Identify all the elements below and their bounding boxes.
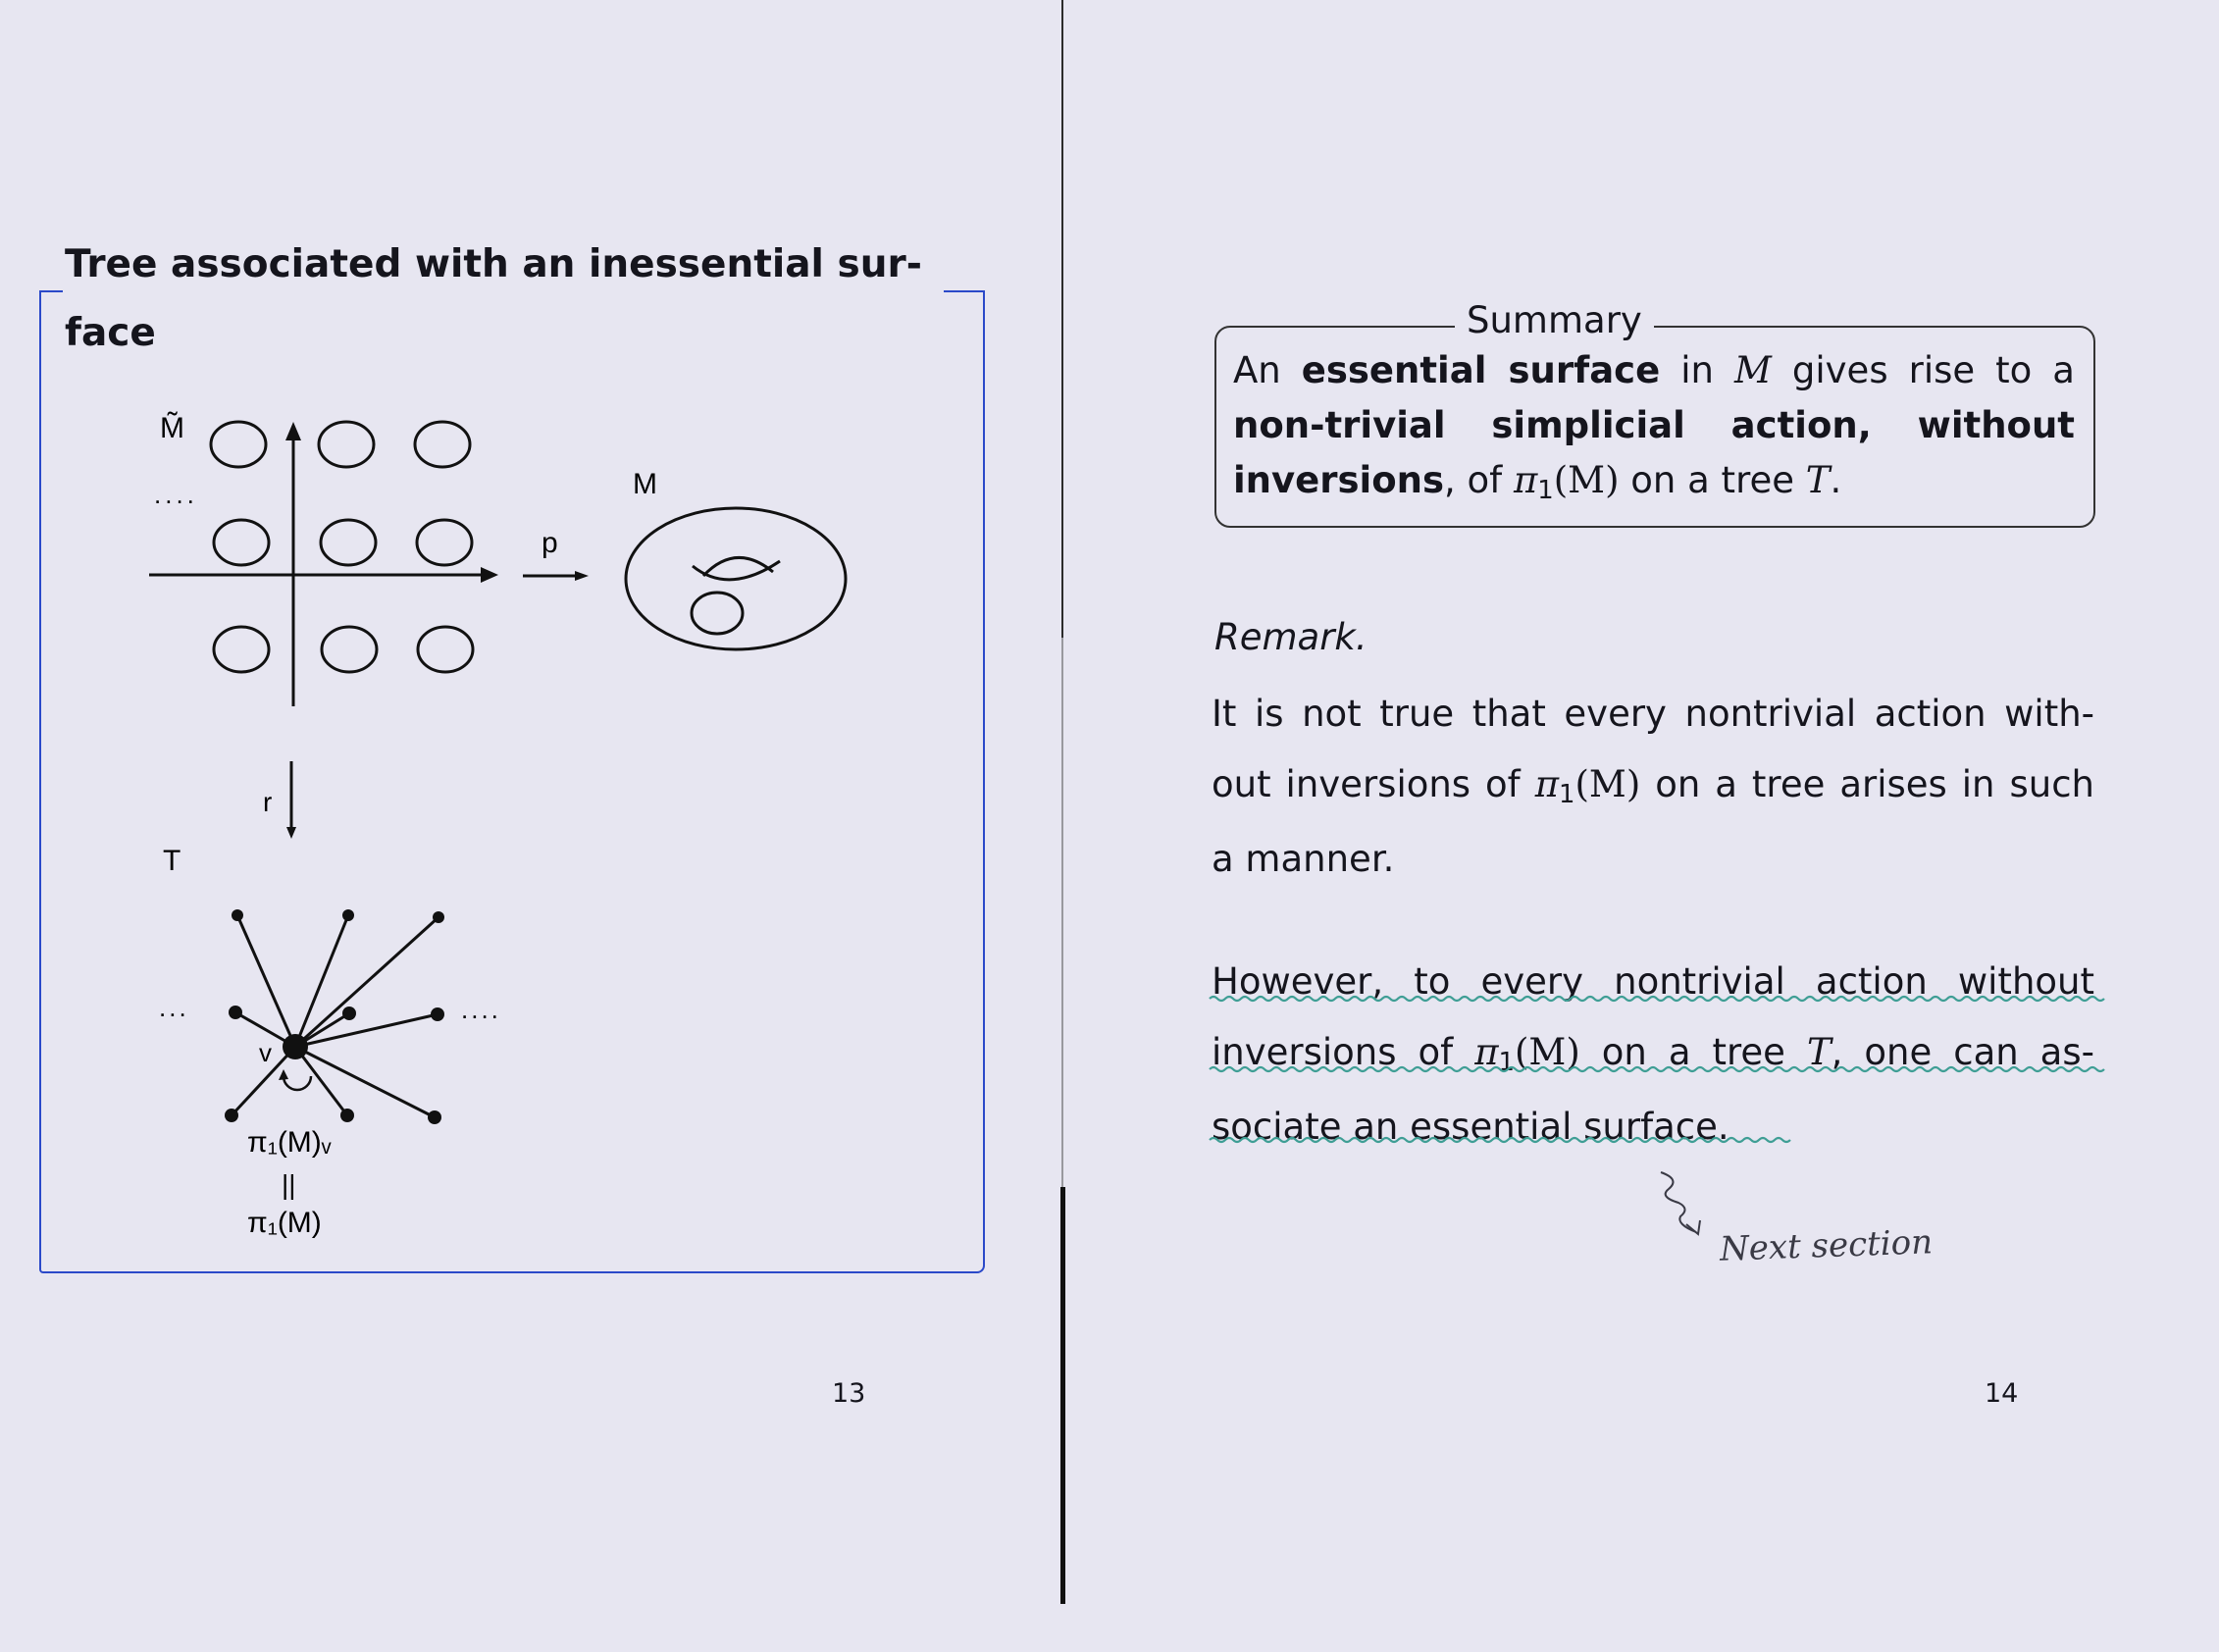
- label-dots-tree-left: ...: [159, 993, 189, 1022]
- p-arrowhead: [575, 571, 589, 581]
- lift-circle: [319, 422, 374, 467]
- lift-circle: [415, 422, 470, 467]
- label-equals: ||: [282, 1169, 296, 1200]
- label-dots-tree-right: ....: [461, 995, 501, 1024]
- summary-text: An essential surface in M gives rise to a non-trivial simplicial action, without inversions, of π1(M) on a tree T.: [1233, 349, 2075, 506]
- label-stabilizer: π₁(M)ᵥ: [247, 1126, 332, 1159]
- page-13: [0, 0, 1062, 1652]
- lift-circle: [321, 520, 376, 565]
- lift-circle: [214, 627, 269, 672]
- handwritten-note: Next section: [1719, 1222, 1934, 1269]
- tree-vertex-v: [283, 1034, 308, 1059]
- remark-text: It is not true that every nontrivial action with- out inversions of π1(M) on a tree arises in such a manner.: [1212, 693, 2094, 880]
- manifold-surface-circle: [692, 593, 743, 634]
- label-group: π₁(M): [247, 1207, 322, 1239]
- label-map-p: p: [542, 527, 558, 559]
- label-map-r: r: [263, 787, 273, 817]
- handwritten-arrow-icon: [1651, 1167, 1729, 1246]
- axis-arrowhead: [285, 422, 301, 440]
- remark-heading: Remark.: [1214, 616, 1368, 658]
- handwritten-wavy-underline: [1208, 983, 2110, 1169]
- summary-heading: Summary: [1455, 299, 1654, 341]
- tree-edges: [232, 915, 439, 1117]
- lift-circle: [214, 520, 269, 565]
- label-dots-left: ....: [154, 480, 198, 509]
- label-universal-cover: M̃: [160, 412, 184, 444]
- slide-title: Tree associated with an inessential sur- face: [65, 242, 922, 355]
- label-manifold: M: [633, 468, 657, 500]
- label-tree: T: [163, 845, 181, 877]
- label-vertex-v: v: [259, 1038, 272, 1067]
- tree-figure: [0, 0, 1062, 1652]
- lift-circle: [418, 627, 473, 672]
- lift-circle: [322, 627, 377, 672]
- lift-circle: [417, 520, 472, 565]
- page-number-left: 13: [832, 1378, 866, 1409]
- page-14: [1062, 0, 2219, 1652]
- page-number-right: 14: [1985, 1378, 2019, 1409]
- axis-arrowhead: [481, 567, 498, 583]
- r-arrowhead: [286, 827, 296, 839]
- however-text: However, to every nontrivial action without inversions of π1(M) on a tree T, one can as- sociate an essential surface.: [1212, 960, 2094, 1148]
- lift-circle: [211, 422, 266, 467]
- torus-hole-lower: [693, 561, 780, 580]
- torus-hole-upper: [703, 557, 773, 576]
